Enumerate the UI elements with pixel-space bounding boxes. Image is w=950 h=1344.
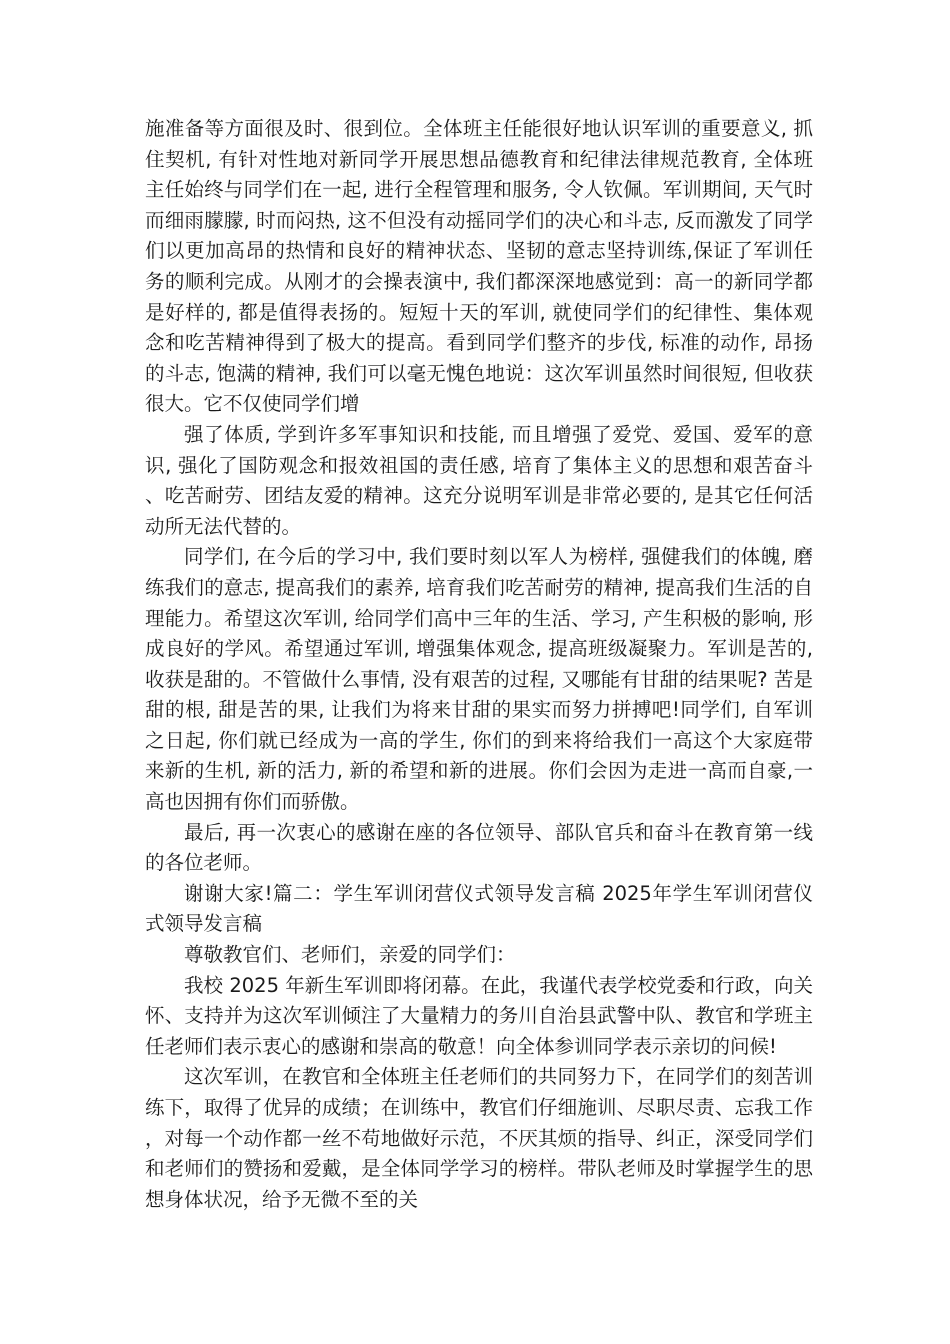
paragraph-7: 我校 2025 年新生军训即将闭幕。在此，我谨代表学校党委和行政，向关怀、支持并为这次军训倾注了大量精力的务川自治县武警中队、教官和学班主任老师们表示衷心的感谢和崇高的敬意！向全体参训同学表示亲切的问候! <box>145 973 813 1058</box>
document-body <box>145 114 813 1215</box>
paragraph-8: 这次军训，在教官和全体班主任老师们的共同努力下，在同学们的刻苦训练下，取得了优异的成绩；在训练中，教官们仔细施训、尽职尽责、忘我工作，对每一个动作都一丝不苟地做好示范，不厌其烦的指导、纠正，深受同学们和老师们的赞扬和爱戴，是全体同学学习的榜样。带队老师及时掌握学生的思想身体状况，给予无微不至的关 <box>145 1065 813 1211</box>
paragraph-4: 最后, 再一次衷心的感谢在座的各位领导、部队官兵和奋斗在教育第一线的各位老师。 <box>145 820 813 875</box>
paragraph-2: 强了体质, 学到许多军事知识和技能, 而且增强了爱党、爱国、爱军的意识, 强化了国防观念和报效祖国的责任感, 培育了集体主义的思想和艰苦奋斗、吃苦耐劳、团结友爱的精神。这充分说明军训是非常必要的, 是其它任何活动所无法代替的。 <box>145 422 813 538</box>
paragraph-1: 施准备等方面很及时、很到位。全体班主任能很好地认识军训的重要意义, 抓住契机, 有针对性地对新同学开展思想品德教育和纪律法律规范教育, 全体班主任始终与同学们在一起, 进行全程管理和服务, 令人钦佩。军训期间, 天气时而细雨朦朦, 时而闷热, 这不但没有动摇同学们的决心和斗志, 反而激发了同学们以更加高昂的热情和良好的精神状态、坚韧的意志坚持训练,保证了军训任务的顺利完成。从刚才的会操表演中, 我们都深深地感觉到：高一的新同学都是好样的, 都是值得表扬的。短短十天的军训, 就使同学们的纪律性、集体观念和吃苦精神得到了极大的提高。看到同学们整齐的步伐, 标准的动作, 昂扬的斗志, 饱满的精神, 我们可以毫无愧色地说：这次军训虽然时间很短, 但收获很大。它不仅使同学们增 <box>145 117 813 416</box>
paragraph-3: 同学们, 在今后的学习中, 我们要时刻以军人为榜样, 强健我们的体魄, 磨练我们的意志, 提高我们的素养, 培育我们吃苦耐劳的精神, 提高我们生活的自理能力。希望这次军训, 给同学们高中三年的生活、学习, 产生积极的影响, 形成良好的学风。希望通过军训, 增强集体观念, 提高班级凝聚力。军训是苦的, 收获是甜的。不管做什么事情, 没有艰苦的过程, 又哪能有甘甜的结果呢? 苦是甜的根, 甜是苦的果, 让我们为将来甘甜的果实而努力拼搏吧!同学们, 自军训之日起, 你们就已经成为一高的学生, 你们的到来将给我们一高这个大家庭带来新的生机, 新的活力, 新的希望和新的进展。你们会因为走进一高而自豪,一高也因拥有你们而骄傲。 <box>145 545 813 814</box>
paragraph-6: 尊敬教官们、老师们，亲爱的同学们： <box>184 943 516 967</box>
paragraph-5: 谢谢大家!篇二：学生军训闭营仪式领导发言稿 2025年学生军训闭营仪式领导发言稿 <box>145 881 813 936</box>
